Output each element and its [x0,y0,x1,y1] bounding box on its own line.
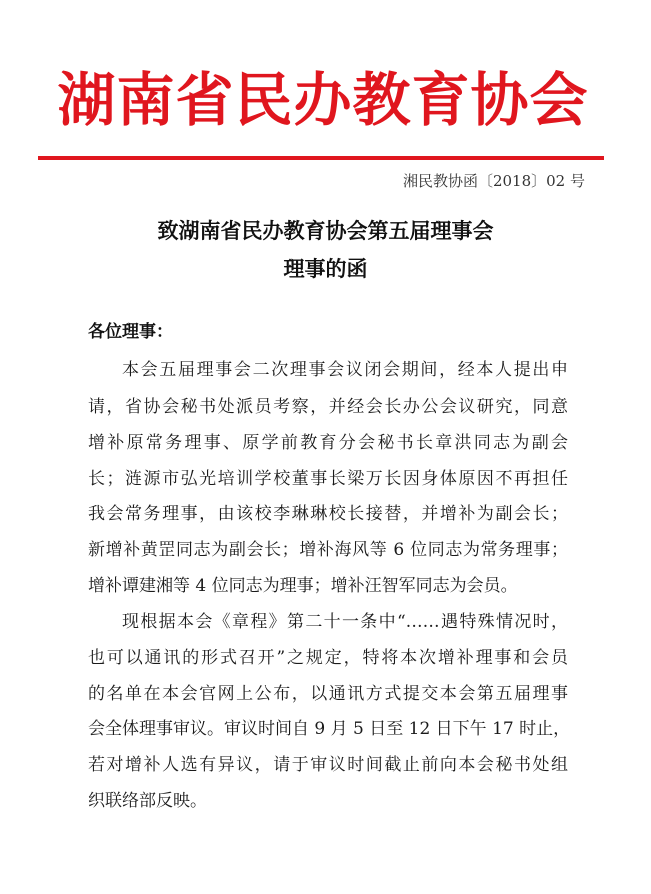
paragraph-1-line-3: 增补原常务理事、原学前教育分会秘书长章洪同志为副会 [88,433,568,453]
paragraph-2-line-6: 织联络部反映。 [88,791,207,811]
letterhead-red-rule [38,156,604,160]
paragraph-2-line-4: 会全体理事审议。审议时间自 9 月 5 日至 12 日下午 17 时止， [88,719,571,739]
document-number: 湘民教协函〔2018〕02 号 [402,172,585,190]
paragraph-2-line-2: 也可以通讯的形式召开”之规定，特将本次增补理事和会员 [88,648,568,668]
paragraph-1-line-4: 长；涟源市弘光培训学校董事长梁万长因身体原因不再担任 [88,469,568,489]
salutation: 各位理事： [88,322,173,342]
paragraph-1-line-5: 我会常务理事，由该校李琳琳校长接替，并增补为副会长； [88,504,568,524]
paragraph-1-line-7: 增补谭建湘等 4 位同志为理事；增补汪智军同志为会员。 [88,576,518,596]
letterhead [40,40,606,158]
paragraph-2-line-3: 的名单在本会官网上公布，以通讯方式提交本会第五届理事 [88,684,568,704]
document-title-line-2: 理事的函 [283,256,368,281]
paragraph-2-line-5: 若对增补人选有异议，请于审议时间截止前向本会秘书处组 [88,755,568,775]
paragraph-2-line-1: 现根据本会《章程》第二十一条中“……遇特殊情况时， [122,612,568,632]
paragraph-1-line-2: 请，省协会秘书处派员考察，并经会长办公会议研究，同意 [88,397,568,417]
paragraph-1-line-6: 新增补黄罡同志为副会长；增补海风等 6 位同志为常务理事； [88,540,568,560]
document-title-line-1: 致湖南省民办教育协会第五届理事会 [157,218,494,243]
letterhead-org-name: 湖南省民办教育协会 [57,66,589,134]
paragraph-1-line-1: 本会五届理事会二次理事会议闭会期间，经本人提出申 [122,360,568,380]
